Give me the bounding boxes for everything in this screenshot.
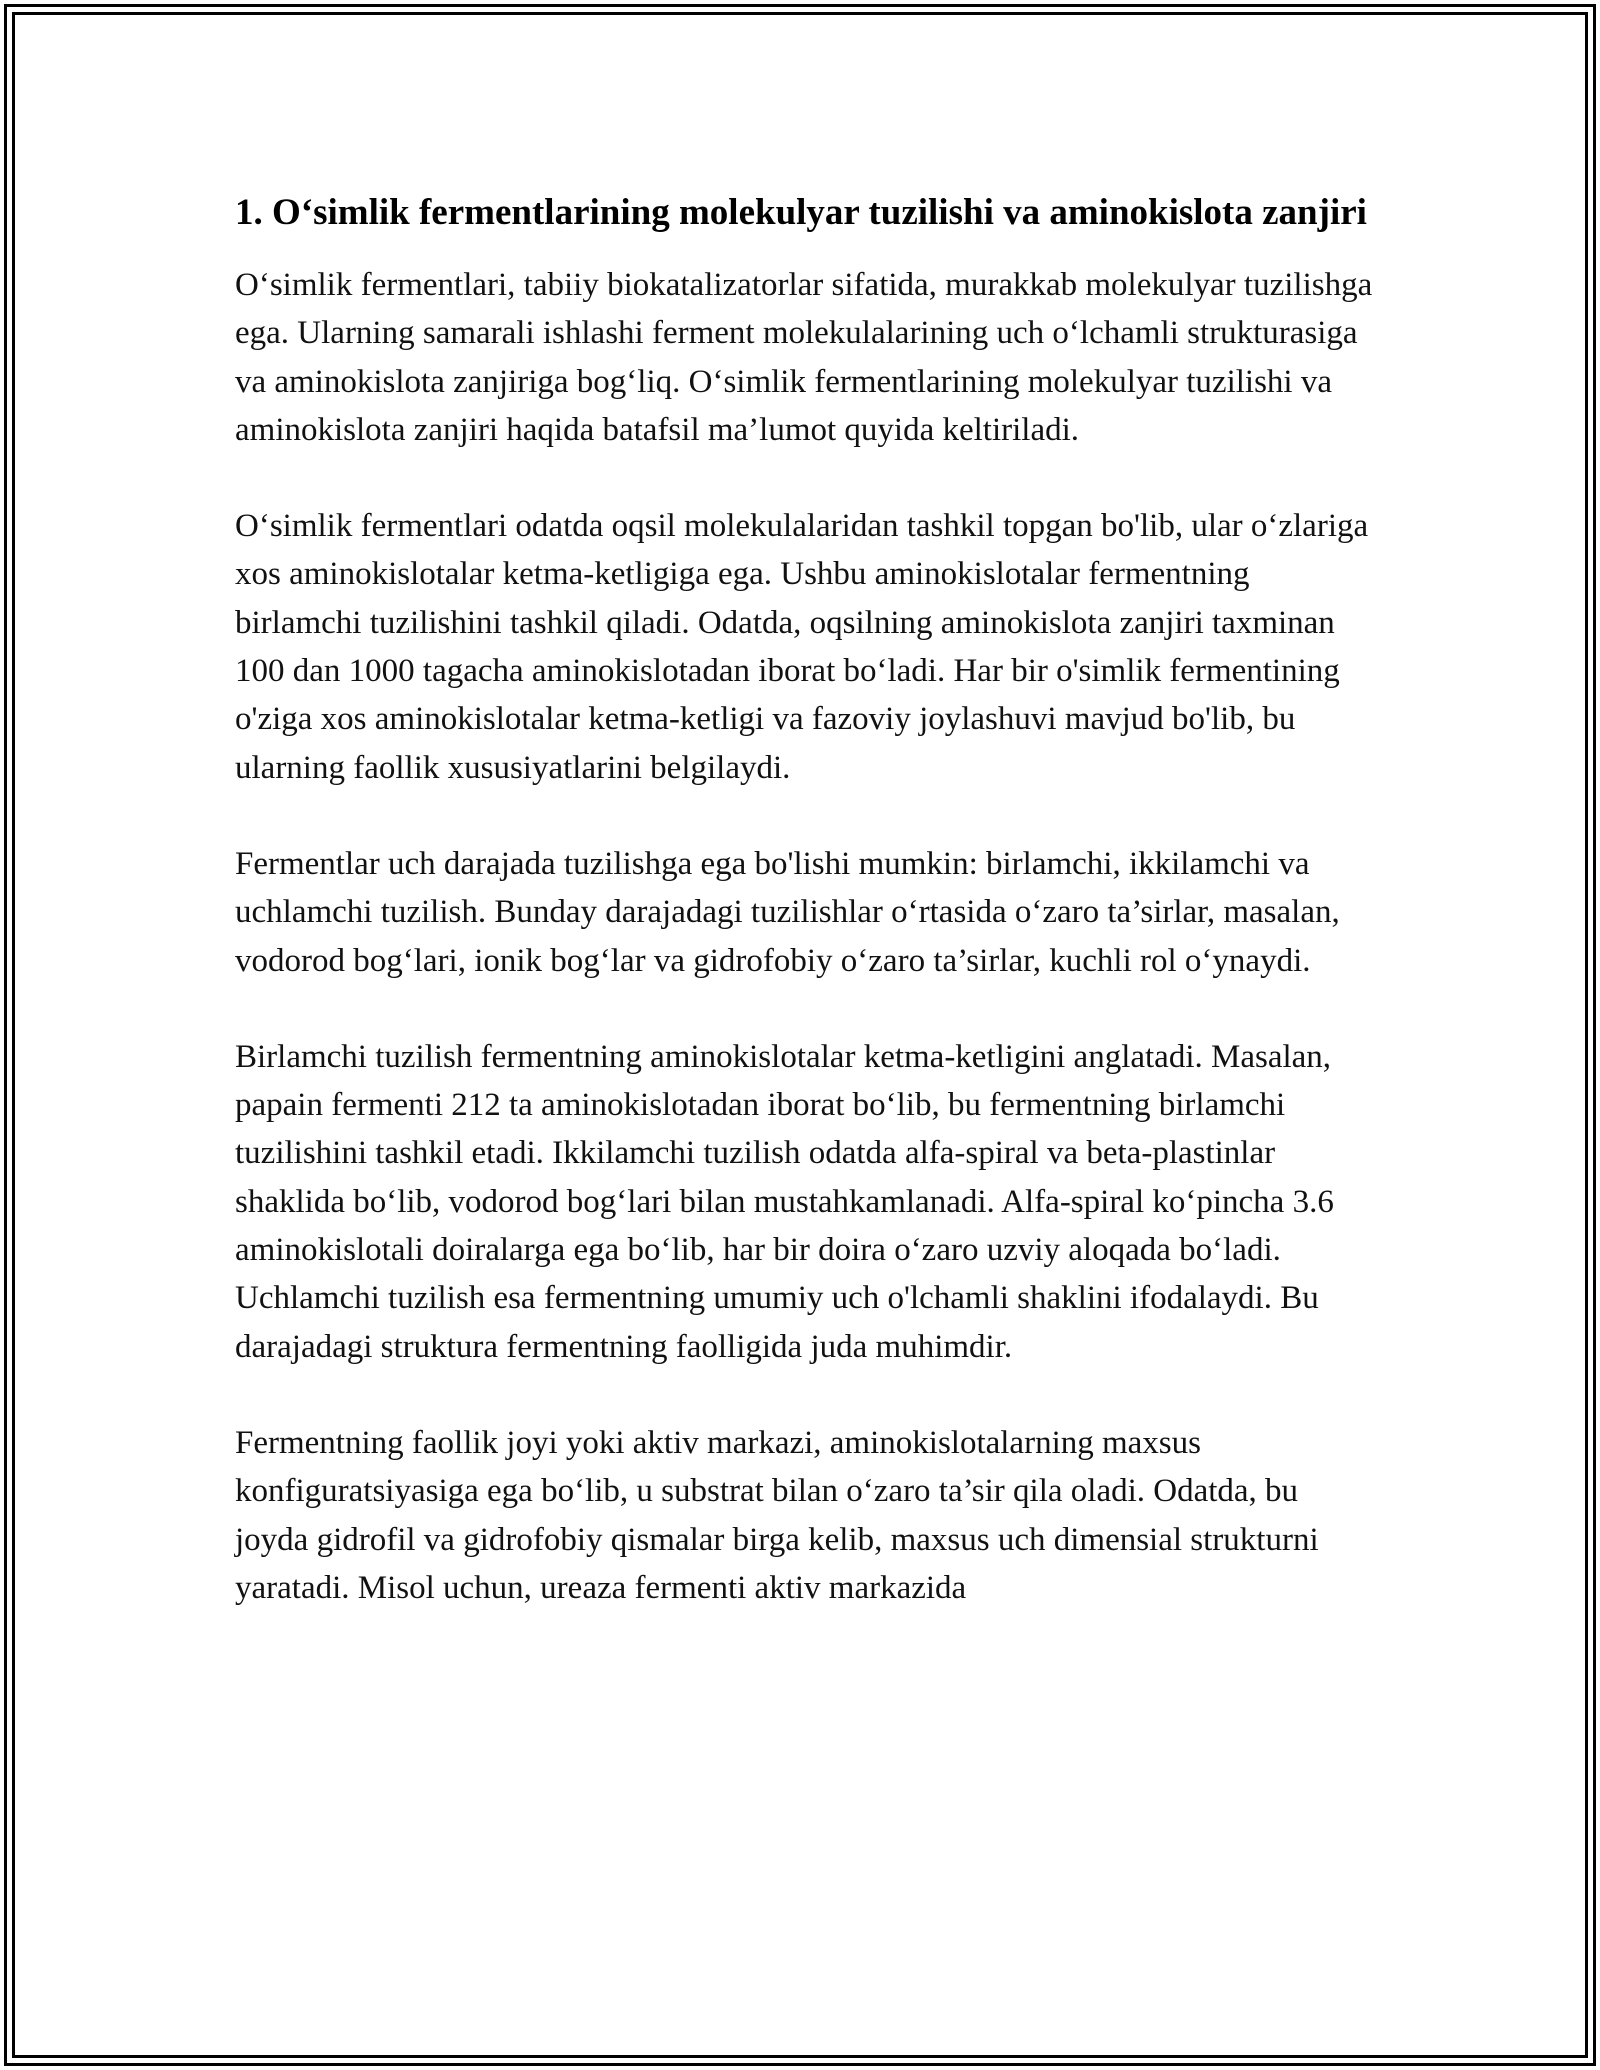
paragraph-primary-secondary-tertiary: Birlamchi tuzilish fermentning aminokislotalar ketma-ketligini anglatadi. Masalan, papain fermenti 212 ta aminokislotadan iborat bo‘lib, bu fermentning birlamchi tuzilishini tashkil etadi. Ikkilamchi tuzilish odatda alfa-spiral va beta-plastinlar shaklida bo‘lib, vodorod bog‘lari bilan mustahkamlanadi. Alfa-spiral ko‘pincha 3.6 aminokislotali doiralarga ega bo‘lib, har bir doira o‘zaro uzviy aloqada bo‘ladi. Uchlamchi tuzilish esa fermentning umumiy uch o'lchamli shaklini ifodalaydi. Bu darajadagi struktura fermentning faolligida juda muhimdir. [235, 1038, 1334, 1365]
paragraph-structure-levels: Fermentlar uch darajada tuzilishga ega bo'lishi mumkin: birlamchi, ikkilamchi va uchlamchi tuzilish. Bunday darajadagi tuzilishlar o‘rtasida o‘zaro ta’sirlar, masalan, vodorod bog‘lari, ionik bog‘lar va gidrofobiy o‘zaro ta’sirlar, kuchli rol o‘ynaydi. [235, 845, 1340, 979]
section-heading: 1. O‘simlik fermentlarining molekulyar tuzilishi va aminokislota zanjiri [235, 192, 1367, 233]
paragraph-active-site: Fermentning faollik joyi yoki aktiv markazi, aminokislotalarning maxsus konfiguratsiyasiga ega bo‘lib, u substrat bilan o‘zaro ta’sir qila oladi. Odatda, bu joyda gidrofil va gidrofobiy qismalar birga kelib, maxsus uch dimensial strukturni yaratadi. Misol uchun, ureaza fermenti aktiv markazida [235, 1424, 1319, 1606]
paragraph-intro: O‘simlik fermentlari, tabiiy biokatalizatorlar sifatida, murakkab molekulyar tuzilishga ega. Ularning samarali ishlashi ferment molekulalarining uch o‘lchamli strukturasiga va aminokislota zanjiriga bog‘liq. O‘simlik fermentlarining molekulyar tuzilishi va aminokislota zanjiri haqida batafsil ma’lumot quyida keltiriladi. [235, 267, 1373, 448]
document-body [235, 185, 1375, 1660]
paragraph-amino-chain: O‘simlik fermentlari odatda oqsil molekulalaridan tashkil topgan bo'lib, ular o‘zlariga xos aminokislotalar ketma-ketligiga ega. Ushbu aminokislotalar fermentning birlamchi tuzilishini tashkil qiladi. Odatda, oqsilning aminokislota zanjiri taxminan 100 dan 1000 tagacha aminokislotadan iborat bo‘ladi. Har bir o'simlik fermentining o'ziga xos aminokislotalar ketma-ketligi va fazoviy joylashuvi mavjud bo'lib, bu ularning faollik xususiyatlarini belgilaydi. [235, 508, 1369, 786]
